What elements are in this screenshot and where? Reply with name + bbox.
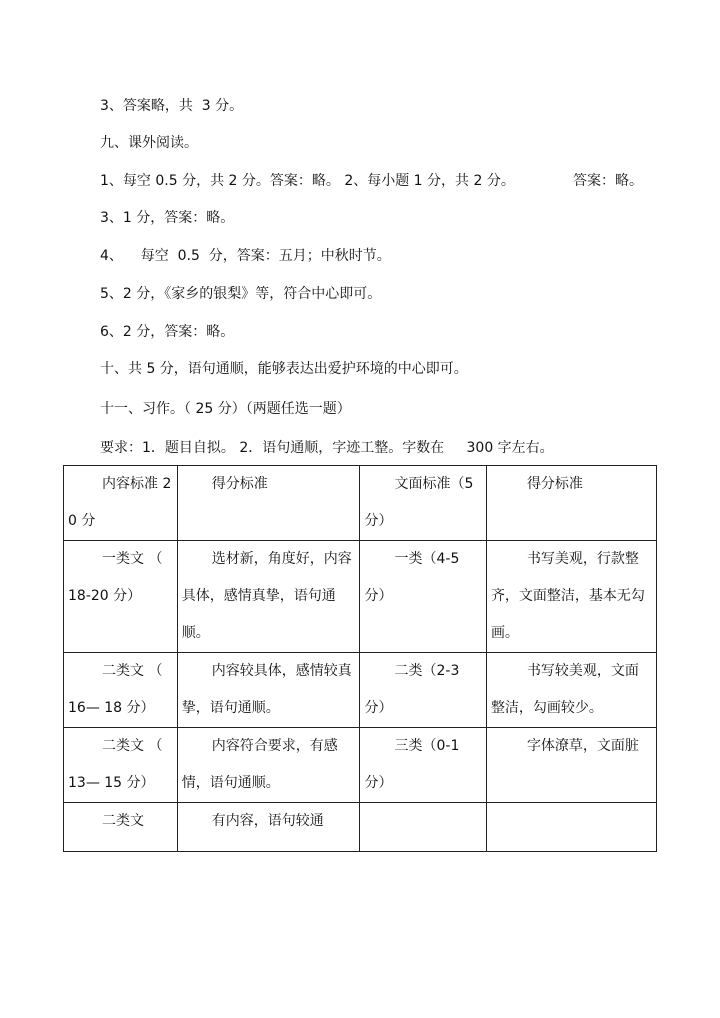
table-row (64, 541, 657, 653)
table-cell: 三类（0-1 分） (360, 728, 486, 803)
table-cell: 书写美观，行款整齐，文面整洁，基本无勾画。 (486, 541, 656, 653)
table-header-row (64, 466, 657, 541)
header-score-standard: 得分标准 (177, 466, 360, 541)
table-cell: 字体潦草，文面脏 (486, 728, 656, 803)
table-cell: 内容较具体，感情较真挚，语句通顺。 (177, 653, 360, 728)
table-row (64, 728, 657, 803)
answer-line-1-2-tail: 答案：略。 (573, 173, 643, 189)
table-cell (360, 803, 486, 852)
section-heading-10: 十、共 5 分，语句通顺，能够表达出爱护环境的中心即可。 (100, 361, 468, 377)
table-cell (486, 803, 656, 852)
scoring-table (63, 465, 657, 852)
table-row (64, 653, 657, 728)
header-score-standard-2: 得分标准 (486, 466, 656, 541)
answer-line-4: 4、 每空 0.5 分，答案：五月；中秋时节。 (100, 248, 391, 264)
header-content-standard: 内容标准 20 分 (64, 466, 178, 541)
answer-line-3b: 3、1 分，答案：略。 (100, 210, 235, 226)
table-cell: 一类文 （ 18-20 分） (64, 541, 178, 653)
table-cell: 一类（4-5 分） (360, 541, 486, 653)
answer-line-3: 3、答案略，共 3 分。 (100, 98, 244, 114)
requirements-line: 要求：1．题目自拟。 2．语句通顺，字迹工整。字数在 300 字左右。 (100, 440, 554, 456)
section-heading-9: 九、课外阅读。 (100, 135, 198, 151)
table-cell: 二类（2-3 分） (360, 653, 486, 728)
table-cell: 二类文 （ 16— 18 分） (64, 653, 178, 728)
table-cell: 内容符合要求，有感情，语句通顺。 (177, 728, 360, 803)
answer-line-6: 6、2 分，答案：略。 (100, 324, 235, 340)
section-heading-11: 十一、习作。（ 25 分）（两题任选一题） (100, 401, 351, 417)
table-row (64, 803, 657, 852)
table-cell: 选材新，角度好，内容具体，感情真挚，语句通顺。 (177, 541, 360, 653)
table-cell: 有内容，语句较通 (177, 803, 360, 852)
table-cell: 二类文 (64, 803, 178, 852)
table-cell: 二类文 （ 13— 15 分） (64, 728, 178, 803)
header-page-standard: 文面标准（5 分） (360, 466, 486, 541)
answer-line-5: 5、2 分，《家乡的银梨》等，符合中心即可。 (100, 286, 382, 302)
answer-line-1-2: 1、每空 0.5 分，共 2 分。答案：略。 2、每小题 1 分，共 2 分。 (100, 173, 515, 189)
table-cell: 书写较美观，文面整洁，勾画较少。 (486, 653, 656, 728)
